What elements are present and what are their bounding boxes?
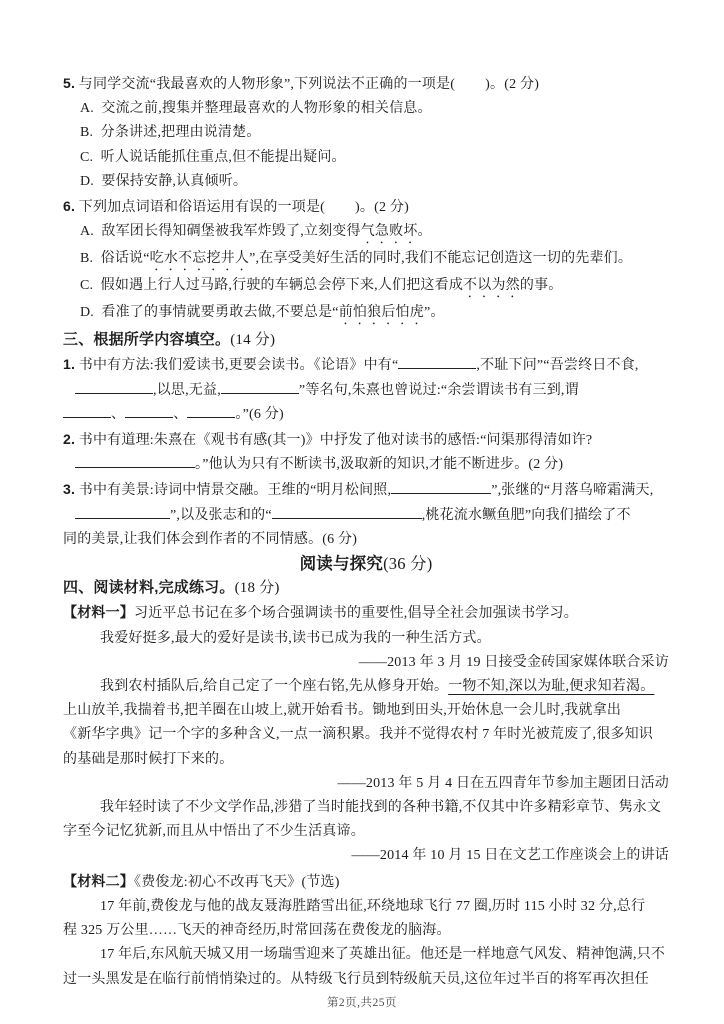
answer-blank	[75, 504, 170, 519]
text-run: ,以思,无益,	[153, 382, 221, 398]
text-run: 的基础是那时候打下来的。	[63, 751, 234, 767]
text-run: 。”他认为只有不断读书,汲取新的知识,才能不断进步。(2 分)	[195, 457, 564, 473]
text-run: 我到农村插队后,给自己定了一个座右铭,先从修身开始。	[100, 679, 449, 695]
text-run: 。	[417, 224, 432, 240]
text-run: )。(2 分)	[485, 77, 540, 92]
dotted-phrase: 气急败坏	[360, 224, 418, 240]
answer-blank	[63, 403, 111, 418]
q3-line-2	[63, 504, 669, 528]
text-run: 程 325 万公里……飞天的神奇经历,时常回荡在费俊龙的脑海。	[63, 923, 451, 939]
text-run: ”,张继的“月落乌啼霜满天,	[491, 483, 654, 499]
material-1-quote-3-line-2	[63, 820, 669, 844]
text-run: ”,以及张志和的“	[170, 507, 272, 523]
section-4-heading	[63, 576, 669, 600]
text-run: 四、阅读材料,完成练习。	[63, 579, 235, 597]
text-run: ——2013 年 3 月 19 日接受金砖国家媒体联合采访	[358, 654, 669, 670]
text-run: C. 假如遇上行人过马路,行驶的车辆总会停下来,人们把这看成	[80, 278, 464, 294]
text-run: 与同学交流“我最喜欢的人物形象”,下列说法不正确的一项是(	[75, 77, 456, 92]
text-run: D. 要保持安静,认真倾听。	[80, 173, 248, 189]
text-run: 的事。	[519, 278, 563, 294]
material-1-quote-2-line-1	[63, 675, 669, 699]
text-run: A. 交流之前,搜集并整理最喜欢的人物形象的相关信息。	[80, 101, 432, 117]
q5-stem	[63, 71, 669, 97]
text-run: 上山放羊,我揣着书,把羊圈在山坡上,就开始看书。锄地到田头,开始休息一会儿时,我就拿出	[63, 703, 622, 719]
text-run: 5.	[63, 75, 76, 91]
text-run: ,不耻下问”“吾尝终日不食,	[476, 358, 639, 374]
q2-line-1	[63, 427, 669, 453]
text-run: C. 听人说话能抓住重点,但不能提出疑问。	[80, 149, 346, 165]
text-run: 、	[173, 406, 188, 422]
material-1-label-line	[63, 600, 669, 626]
answer-blank	[187, 403, 235, 418]
text-run: 2.	[63, 431, 76, 448]
reading-section-heading	[63, 552, 669, 576]
q6-option-c	[63, 274, 669, 301]
text-run: 阅读与探究	[299, 555, 384, 574]
q1-line-3	[63, 403, 669, 427]
section-3-heading	[63, 328, 669, 352]
dotted-phrase: 吃水不忘挖井人	[149, 251, 250, 267]
text-run: 同的美景,让我们体会到作者的不同情感。(6 分)	[63, 531, 358, 547]
text-run: (36 分)	[383, 554, 433, 574]
answer-blank	[75, 453, 195, 468]
material-1-quote-3-line-1	[63, 796, 669, 820]
text-run: 下列加点词语和俗语运用有误的一项是(	[75, 200, 326, 216]
text-run: 17 年后,东风航天城又用一场瑞雪迎来了英雄出征。他还是一样地意气风发、精神饱满,只不	[100, 947, 666, 963]
material-1-quote-2-line-3	[63, 723, 669, 747]
text-run: ”等名句,朱熹也曾说过:“余尝谓读书有三到,谓	[298, 382, 579, 398]
text-run: 字至今记忆犹新,而且从中悟出了不少生活真谛。	[63, 824, 365, 840]
answer-blank	[398, 354, 476, 369]
text-run: 我年轻时读了不少文学作品,涉猎了当时能找到的各种书籍,不仅其中许多精彩章节、隽永文	[100, 800, 662, 816]
material-1-quote-2-line-4	[63, 748, 669, 772]
q3-line-3	[63, 528, 669, 552]
text-run: 3.	[63, 481, 76, 498]
content	[63, 71, 669, 992]
text-run: 书中有道理:朱熹在《观书有感(其一)》中抒发了他对读书的感悟:“问渠那得清如许?	[75, 433, 593, 449]
text-run: ——2014 年 10 月 15 日在文艺工作座谈会上的讲话	[351, 848, 669, 864]
answer-blank	[391, 479, 491, 494]
q1-line-1	[63, 352, 669, 378]
text-run: 我爱好挺多,最大的爱好是读书,读书已成为我的一种生活方式。	[100, 630, 491, 646]
text-run: D. 看准了的事情就要勇敢去做,不要总是“	[80, 305, 339, 321]
answer-blank	[272, 504, 422, 519]
material-2-para-2-line-1	[63, 943, 669, 967]
text-run: 《费俊龙:初心不改再飞天》(节选)	[134, 874, 340, 890]
material-2-para-1-line-1	[63, 895, 669, 919]
text-run: ,桃花流水鳜鱼肥”向我们描绘了不	[421, 507, 631, 523]
page-number-footer: 第2页,共25页	[326, 997, 398, 1009]
attribution-2014-10-15	[63, 844, 669, 868]
dotted-phrase: 不以为然	[463, 278, 520, 294]
text-run: 书中有美景:诗词中情景交融。王维的“明月松间照,	[75, 483, 392, 499]
underlined-phrase: 一物不知,深以为耻,便求知若渴。	[448, 679, 655, 695]
text-run: ”。	[423, 305, 445, 321]
answer-blank	[125, 403, 173, 418]
text-run: ”,在享受美好生活的同时,我们不能忘记创造这一切的先辈们。	[249, 251, 633, 267]
text-run: 17 年前,费俊龙与他的战友聂海胜踏雪出征,环绕地球飞行 77 圈,历时 115 小时 32 分,总行	[100, 898, 646, 914]
q5-option-d	[63, 170, 669, 194]
q1-line-2	[63, 379, 669, 403]
text-run: 习近平总书记在多个场合强调读书的重要性,倡导全社会加强读书学习。	[134, 606, 578, 622]
q6-option-b	[63, 247, 669, 274]
text-run: 1.	[63, 356, 76, 373]
q5-option-a	[63, 97, 669, 121]
material-2-label-line	[63, 869, 669, 895]
q6-stem	[63, 194, 669, 220]
q5-option-b	[63, 121, 669, 145]
text-run: B. 俗话说“	[80, 251, 150, 267]
text-run: )。(2 分)	[355, 200, 409, 216]
text-run: 过一头黑发是在临行前悄悄染过的。从特级飞行员到特级航天员,这位年过半百的将军再次担任	[63, 971, 649, 987]
q6-option-a	[63, 220, 669, 247]
material-2-para-1-line-2	[63, 919, 669, 943]
text-run: 、	[111, 406, 126, 422]
text-run: A. 敌军团长得知碉堡被我军炸毁了,立刻变得	[80, 224, 361, 240]
q2-line-2	[63, 453, 669, 477]
q3-line-1	[63, 477, 669, 503]
material-1-quote-2-line-2	[63, 699, 669, 723]
answer-blank	[75, 379, 153, 394]
q5-option-c	[63, 146, 669, 170]
attribution-2013-05-04	[63, 772, 669, 796]
text-run: 书中有方法:我们爱读书,更要会读书。《论语》中有“	[75, 358, 399, 374]
material-2-para-2-line-2	[63, 968, 669, 992]
text-run: B. 分条讲述,把理由说清楚。	[80, 125, 261, 141]
text-run: 【材料二】	[63, 872, 134, 889]
answer-blank	[221, 379, 299, 394]
text-run: 三、根据所学内容填空。	[63, 331, 231, 349]
dotted-phrase: 前怕狼后怕虎	[338, 305, 424, 321]
text-run: 。”(6 分)	[235, 406, 284, 422]
text-run: ——2013 年 5 月 4 日在五四青年节参加主题团日活动	[337, 775, 669, 791]
attribution-2013-03-19	[63, 651, 669, 675]
material-1-quote-1	[63, 627, 669, 651]
text-run: (14 分)	[230, 332, 276, 349]
text-run: 《新华字典》记一个字的多种含义,一点一滴积累。我并不觉得农村 7 年时光被荒废了,很多知识	[63, 727, 653, 743]
text-run: (18 分)	[234, 580, 280, 597]
q6-option-d	[63, 301, 669, 328]
text-run: 【材料一】	[63, 604, 134, 621]
text-run: 6.	[63, 198, 76, 215]
